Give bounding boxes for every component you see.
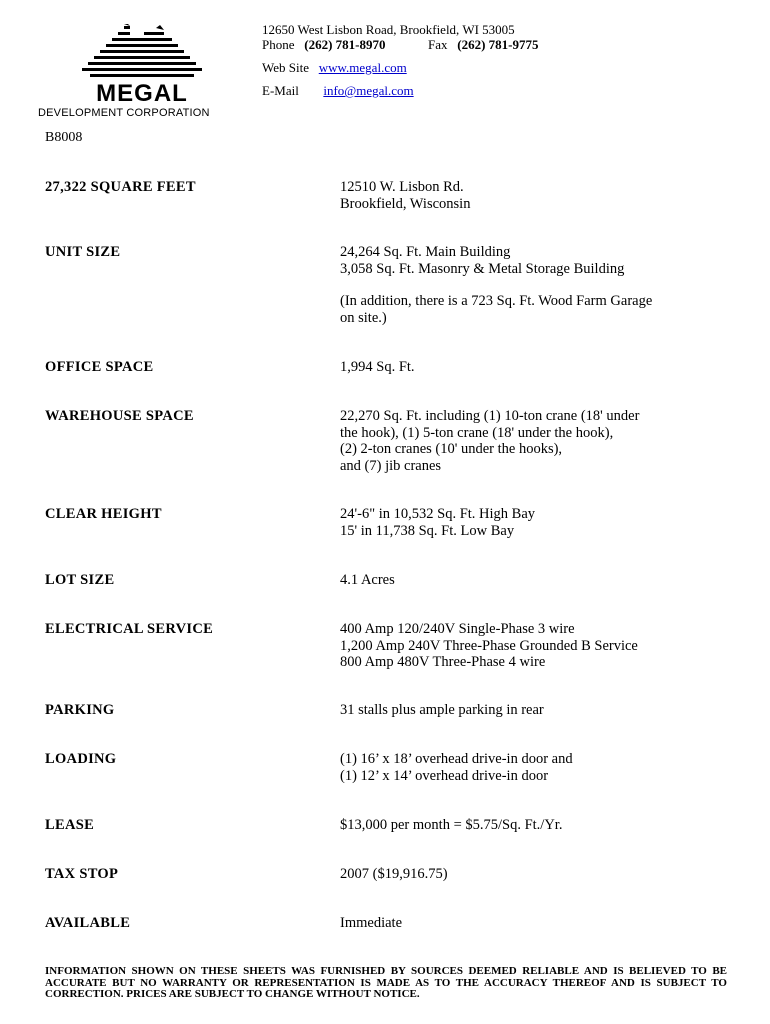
spec-line: 1,994 Sq. Ft. (340, 359, 415, 375)
spec-label: TAX STOP (45, 866, 119, 882)
email-label: E-Mail (262, 83, 299, 98)
contact-block (262, 22, 539, 98)
spec-value (340, 817, 740, 834)
spec-label: PARKING (45, 702, 115, 718)
spec-line: Immediate (340, 915, 403, 931)
website-link[interactable]: www.megal.com (318, 60, 407, 75)
company-logo (38, 24, 238, 120)
spec-value (340, 572, 740, 589)
website-row (262, 60, 539, 75)
listing-reference: B8008 (45, 130, 83, 145)
spec-line: 24'-6" in 10,532 Sq. Ft. High Bay (340, 506, 536, 522)
spec-label: OFFICE SPACE (45, 359, 154, 375)
email-row (262, 83, 539, 98)
spec-line: $13,000 per month = $5.75/Sq. Ft./Yr. (340, 817, 563, 833)
website-label: Web Site (262, 60, 309, 75)
spec-line: 15' in 11,738 Sq. Ft. Low Bay (340, 522, 515, 539)
spec-value (340, 506, 740, 539)
phone-number: (262) 781-8970 (304, 37, 386, 52)
spec-line: 400 Amp 120/240V Single-Phase 3 wire (340, 621, 575, 637)
spec-line: Brookfield, Wisconsin (340, 195, 471, 212)
spec-label: 27,322 SQUARE FEET (45, 179, 196, 195)
spec-line: 2007 ($19,916.75) (340, 866, 448, 882)
spec-label: LOT SIZE (45, 572, 115, 588)
spec-line: 24,264 Sq. Ft. Main Building (340, 244, 511, 260)
spec-line: (2) 2-ton cranes (10' under the hooks), (340, 441, 563, 457)
spec-value (340, 866, 740, 883)
spec-line: 1,200 Amp 240V Three-Phase Grounded B Service (340, 637, 638, 654)
spec-line: 4.1 Acres (340, 572, 395, 588)
spec-label: CLEAR HEIGHT (45, 506, 162, 522)
spec-label: WAREHOUSE SPACE (45, 408, 194, 424)
pyramid-logo-icon (38, 24, 238, 86)
fax-number: (262) 781-9775 (457, 37, 539, 52)
spec-line: (1) 16’ x 18’ overhead drive-in door and (340, 751, 573, 767)
spec-line: (1) 12’ x 14’ overhead drive-in door (340, 767, 549, 784)
spec-line: 22,270 Sq. Ft. including (1) 10-ton crane (18' under (340, 408, 640, 424)
spec-label: LEASE (45, 817, 95, 833)
spec-value (340, 244, 740, 326)
spec-line: on site.) (340, 309, 387, 326)
spec-label: UNIT SIZE (45, 244, 121, 260)
spec-value (340, 408, 740, 474)
fax-label: Fax (428, 37, 448, 52)
spec-value (340, 915, 740, 932)
spec-label: AVAILABLE (45, 915, 131, 931)
spec-label: LOADING (45, 751, 117, 767)
address: 12650 West Lisbon Road, Brookfield, WI 53005 (262, 22, 515, 37)
spec-line: 3,058 Sq. Ft. Masonry & Metal Storage Building (340, 260, 625, 277)
spec-line: 800 Amp 480V Three-Phase 4 wire (340, 654, 546, 670)
logo-subtitle: DEVELOPMENT CORPORATION (38, 107, 210, 119)
spec-line: 12510 W. Lisbon Rd. (340, 179, 464, 195)
spec-line: and (7) jib cranes (340, 457, 442, 474)
spec-value (340, 179, 740, 212)
email-link[interactable]: info@megal.com (323, 83, 414, 98)
logo-wordmark: MEGAL (96, 80, 188, 107)
spec-value (340, 751, 740, 784)
spec-line: the hook), (1) 5-ton crane (18' under the hook), (340, 424, 614, 441)
disclaimer: INFORMATION SHOWN ON THESE SHEETS WAS FURNISHED BY SOURCES DEEMED RELIABLE AND IS BELIEVED TO BE ACCURATE BUT NO WARRANTY OR REPRESENTATION IS MADE AS TO THE ACCURACY THEREOF AND IS SUBJECT TO CORRECTION. PRICES ARE SUBJECT TO CHANGE WITHOUT NOTICE. (45, 965, 727, 1000)
spec-label: ELECTRICAL SERVICE (45, 621, 214, 637)
spec-value (340, 359, 740, 376)
spec-line: (In addition, there is a 723 Sq. Ft. Wood Farm Garage (340, 293, 653, 309)
phone-label: Phone (262, 37, 295, 52)
spec-line: 31 stalls plus ample parking in rear (340, 702, 544, 718)
spec-value (340, 702, 740, 719)
phone-fax-row (262, 37, 539, 52)
spec-value (340, 621, 740, 671)
